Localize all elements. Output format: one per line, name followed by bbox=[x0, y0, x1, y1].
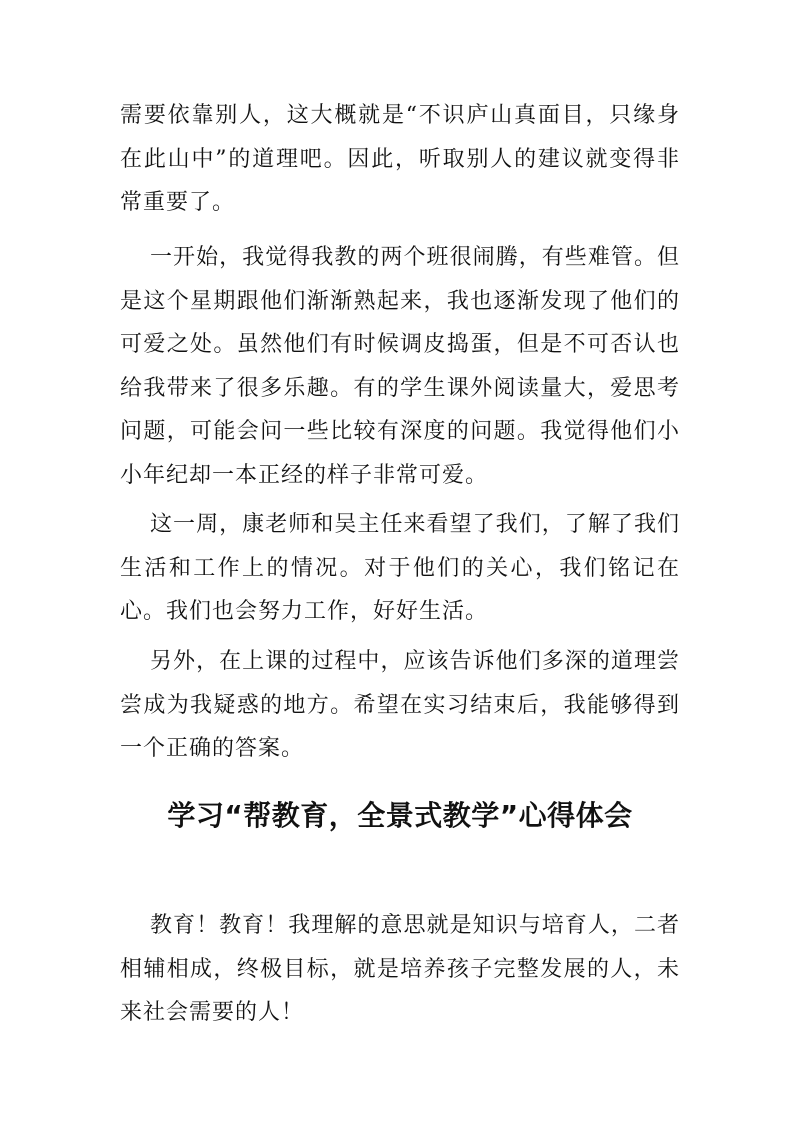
paragraph-visit: 这一周，康老师和吴主任来看望了我们，了解了我们生活和工作上的情况。对于他们的关心，我们铭记在心。我们也会努力工作，好好生活。 bbox=[120, 512, 680, 624]
paragraph-doubts: 另外，在上课的过程中，应该告诉他们多深的道理尝尝成为我疑惑的地方。希望在实习结束后，我能够得到一个正确的答案。 bbox=[120, 649, 680, 761]
paragraph-continued: 需要依靠别人，这大概就是“不识庐山真面目，只缘身在此山中”的道理吧。因此，听取别人的建议就变得非常重要了。 bbox=[120, 103, 680, 215]
paragraph-impressions: 一开始，我觉得我教的两个班很闹腾，有些难管。但是这个星期跟他们渐渐熟起来，我也逐渐发现了他们的可爱之处。虽然他们有时候调皮捣蛋，但是不可否认也给我带来了很多乐趣。有的学生课外阅读量大，爱思考问题，可能会问一些比较有深度的问题。我觉得他们小小年纪却一本正经的样子非常可爱。 bbox=[120, 245, 680, 488]
paragraph-education: 教育！教育！我理解的意思就是知识与培育人，二者相辅相成，终极目标，就是培养孩子完整发展的人，未来社会需要的人！ bbox=[120, 913, 680, 1025]
section-title: 学习“帮教育，全景式教学”心得体会 bbox=[167, 799, 633, 832]
